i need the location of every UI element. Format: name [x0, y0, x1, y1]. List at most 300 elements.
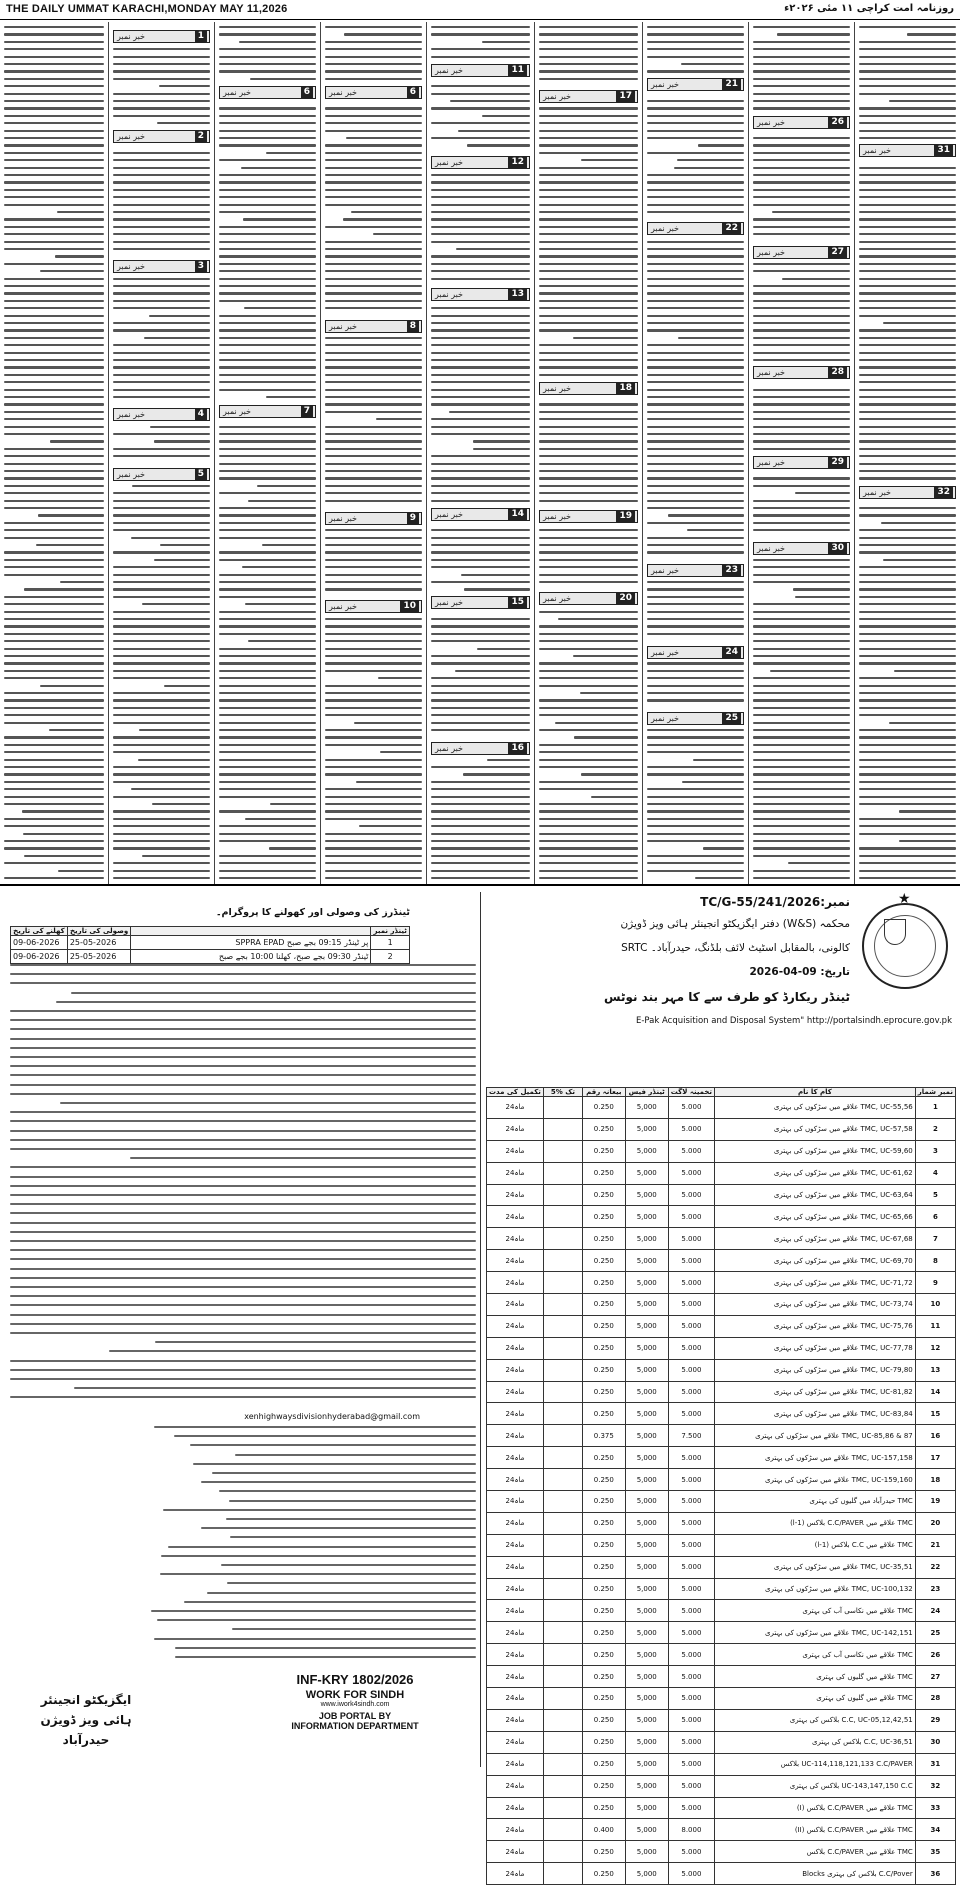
news-label: خبر نمبر [651, 224, 679, 233]
serial-no: 34 [915, 1819, 955, 1841]
text-line [859, 359, 956, 361]
text-line [4, 167, 104, 169]
text-line [753, 603, 850, 605]
completion-period: 24ماہ [487, 1206, 544, 1228]
news-headline [431, 596, 530, 609]
news-label: خبر نمبر [757, 458, 785, 467]
text-line [4, 714, 104, 716]
text-line [113, 640, 210, 642]
text-line [539, 440, 638, 442]
text-line [753, 566, 850, 568]
completion-period: 24ماہ [487, 1600, 544, 1622]
news-headline [647, 78, 744, 91]
text-line [753, 744, 850, 746]
text-line [753, 41, 850, 43]
text-line [793, 588, 850, 590]
serial-no: 18 [915, 1469, 955, 1491]
signature-line-1: ایگزیکٹو انجینئر [40, 1693, 132, 1707]
news-number: 27 [828, 247, 847, 258]
earnest-money: 0.250 [582, 1600, 625, 1622]
text-line [113, 455, 210, 457]
text-line [859, 744, 956, 746]
text-line [539, 285, 638, 287]
tender-fee: 5,000 [625, 1622, 668, 1644]
news-headline [539, 592, 638, 605]
text-line [113, 433, 210, 435]
text-line [325, 692, 422, 694]
text-line [431, 329, 530, 331]
work-name: TMC علاقے میں نکاسی آب کی بہتری [715, 1600, 916, 1622]
completion-period: 24ماہ [487, 1709, 544, 1731]
text-line [859, 255, 956, 257]
text-line [219, 611, 316, 613]
text-line [325, 255, 422, 257]
news-label: خبر نمبر [435, 158, 463, 167]
news-headline [113, 260, 210, 273]
condition-line [155, 1341, 476, 1343]
text-line [753, 411, 850, 413]
text-line [4, 226, 104, 228]
text-line [4, 522, 104, 524]
text-line [4, 670, 104, 672]
text-line [788, 862, 850, 864]
condition-line [201, 1481, 476, 1483]
text-line [325, 803, 422, 805]
text-line [239, 41, 316, 43]
text-line [859, 796, 956, 798]
text-line [245, 818, 316, 820]
text-line [4, 803, 104, 805]
five-percent [543, 1118, 582, 1140]
text-line [113, 825, 210, 827]
text-line [325, 581, 422, 583]
news-column [426, 22, 534, 884]
text-line [325, 470, 422, 472]
text-line [753, 736, 850, 738]
text-line [431, 396, 530, 398]
schedule-no: 2 [371, 950, 410, 964]
text-line [539, 677, 638, 679]
works-row [487, 1688, 956, 1710]
text-line [859, 729, 956, 731]
col-earnest: بیعانہ رقم [582, 1088, 625, 1097]
text-line [431, 263, 530, 265]
text-line [859, 625, 956, 627]
text-line [40, 685, 104, 687]
text-line [325, 189, 422, 191]
text-line [325, 440, 422, 442]
text-line [113, 500, 210, 502]
earnest-money: 0.250 [582, 1666, 625, 1688]
text-line [647, 773, 744, 775]
text-line [219, 729, 316, 731]
text-line [4, 204, 104, 206]
text-line [859, 278, 956, 280]
text-line [753, 292, 850, 294]
news-number: 30 [828, 543, 847, 554]
works-row [487, 1819, 956, 1841]
text-line [431, 93, 530, 95]
text-line [150, 426, 210, 428]
works-row [487, 1753, 956, 1775]
text-line [4, 352, 104, 354]
estimated-cost: 5.000 [668, 1709, 714, 1731]
text-line [859, 677, 956, 679]
news-number: 18 [616, 383, 635, 394]
text-line [431, 211, 530, 213]
text-line [431, 692, 530, 694]
five-percent [543, 1250, 582, 1272]
text-line [753, 507, 850, 509]
col-fee: ٹینڈر فیس [625, 1088, 668, 1097]
serial-no: 16 [915, 1425, 955, 1447]
condition-line [154, 1638, 476, 1640]
text-line [695, 877, 744, 879]
text-line [219, 26, 316, 28]
text-line [753, 766, 850, 768]
work-name: TMC, UC-35,51 علاقے میں سڑکوں کی بہتری [715, 1556, 916, 1578]
text-line [753, 640, 850, 642]
text-line [431, 33, 530, 35]
text-line [753, 825, 850, 827]
text-line [113, 78, 210, 80]
text-line [539, 818, 638, 820]
text-line [883, 322, 956, 324]
text-line [113, 677, 210, 679]
text-line [859, 759, 956, 761]
text-line [753, 144, 850, 146]
text-line [753, 759, 850, 761]
contact-email: xenhighwaysdivisionhyderabad@gmail.com [244, 1412, 420, 1421]
five-percent [543, 1315, 582, 1337]
serial-no: 1 [915, 1097, 955, 1119]
completion-period: 24ماہ [487, 1118, 544, 1140]
text-line [325, 870, 422, 872]
text-line [539, 352, 638, 354]
text-line [219, 877, 316, 879]
earnest-money: 0.250 [582, 1644, 625, 1666]
five-percent [543, 1294, 582, 1316]
text-line [325, 78, 422, 80]
text-line [4, 56, 104, 58]
tender-fee: 5,000 [625, 1337, 668, 1359]
text-line [325, 337, 422, 339]
text-line [219, 559, 316, 561]
text-line [113, 751, 210, 753]
five-percent [543, 1206, 582, 1228]
text-line [753, 403, 850, 405]
condition-line [157, 1619, 476, 1621]
text-line [219, 381, 316, 383]
text-line [753, 440, 850, 442]
works-row [487, 1797, 956, 1819]
five-percent [543, 1578, 582, 1600]
text-line [753, 677, 850, 679]
col-five-percent: 5% تک [543, 1088, 582, 1097]
text-line [157, 122, 210, 124]
text-line [343, 218, 422, 220]
condition-line [10, 1065, 476, 1067]
text-line [539, 455, 638, 457]
condition-line [10, 1332, 476, 1334]
text-line [4, 507, 104, 509]
text-line [242, 566, 316, 568]
work-name: TMC, UC-73,74 علاقے میں سڑکوں کی بہتری [715, 1294, 916, 1316]
text-line [159, 85, 210, 87]
text-line [113, 618, 210, 620]
earnest-money: 0.250 [582, 1118, 625, 1140]
text-line [461, 574, 530, 576]
text-line [23, 833, 104, 835]
news-headline [647, 712, 744, 725]
five-percent [543, 1666, 582, 1688]
text-line [219, 241, 316, 243]
tender-fee: 5,000 [625, 1381, 668, 1403]
tender-fee: 5,000 [625, 1447, 668, 1469]
text-line [859, 337, 956, 339]
text-line [325, 122, 422, 124]
text-line [539, 847, 638, 849]
earnest-money: 0.250 [582, 1162, 625, 1184]
condition-line [10, 1010, 476, 1012]
work-name: TMC, UC-142,151 علاقے میں سڑکوں کی بہتری [715, 1622, 916, 1644]
text-line [431, 181, 530, 183]
condition-line [10, 1231, 476, 1233]
text-line [219, 840, 316, 842]
text-line [539, 810, 638, 812]
text-line [753, 714, 850, 716]
text-line [539, 41, 638, 43]
text-line [138, 759, 210, 761]
text-line [539, 729, 638, 731]
text-line [647, 255, 744, 257]
text-line [219, 144, 316, 146]
text-line [859, 707, 956, 709]
text-line [574, 736, 638, 738]
schedule-col-receive: وصولی کی تاریخ [67, 927, 131, 936]
text-line [325, 810, 422, 812]
text-line [325, 433, 422, 435]
text-line [753, 359, 850, 361]
text-line [859, 463, 956, 465]
text-line [113, 781, 210, 783]
estimated-cost: 5.000 [668, 1753, 714, 1775]
estimated-cost: 5.000 [668, 1381, 714, 1403]
text-line [219, 159, 316, 161]
text-line [144, 337, 210, 339]
estimated-cost: 5.000 [668, 1666, 714, 1688]
text-line [431, 455, 530, 457]
five-percent [543, 1359, 582, 1381]
text-line [219, 130, 316, 132]
text-line [4, 655, 104, 657]
text-line [4, 174, 104, 176]
text-line [4, 618, 104, 620]
text-line [431, 470, 530, 472]
text-line [795, 596, 850, 598]
news-label: خبر نمبر [651, 648, 679, 657]
text-line [753, 26, 850, 28]
text-line [859, 714, 956, 716]
text-line [431, 544, 530, 546]
text-line [859, 529, 956, 531]
news-number: 15 [508, 597, 527, 608]
text-line [647, 411, 744, 413]
works-row [487, 1184, 956, 1206]
text-line [539, 115, 638, 117]
text-line [164, 685, 210, 687]
text-line [219, 211, 316, 213]
text-line [482, 115, 530, 117]
text-line [325, 566, 422, 568]
text-line [539, 611, 638, 613]
earnest-money: 0.250 [582, 1863, 625, 1885]
text-line [753, 189, 850, 191]
text-line [431, 174, 530, 176]
text-line [4, 411, 104, 413]
text-line [647, 26, 744, 28]
schedule-table [10, 926, 410, 964]
text-line [219, 322, 316, 324]
text-line [219, 581, 316, 583]
text-line [219, 344, 316, 346]
text-line [753, 477, 850, 479]
condition-line [56, 1001, 476, 1003]
text-line [219, 270, 316, 272]
tender-fee: 5,000 [625, 1600, 668, 1622]
text-line [647, 537, 744, 539]
text-line [753, 233, 850, 235]
text-line [647, 463, 744, 465]
masthead-urdu-title: روزنامہ امت کراچی ۱۱ مئی ۲۰۲۶ء [784, 3, 954, 14]
text-line [113, 344, 210, 346]
text-line [325, 633, 422, 635]
earnest-money: 0.250 [582, 1731, 625, 1753]
text-line [4, 692, 104, 694]
text-line [431, 810, 530, 812]
completion-period: 24ماہ [487, 1644, 544, 1666]
text-line [431, 352, 530, 354]
serial-no: 32 [915, 1775, 955, 1797]
text-line [539, 463, 638, 465]
works-row [487, 1622, 956, 1644]
text-line [753, 514, 850, 516]
text-line [859, 596, 956, 598]
text-line [753, 662, 850, 664]
epads-line: E-Pak Acquisition and Disposal System" http://portalsindh.eprocure.gov.pk [635, 1016, 952, 1026]
text-line [539, 862, 638, 864]
text-line [248, 640, 316, 642]
text-line [753, 803, 850, 805]
text-line [241, 167, 316, 169]
news-number: 4 [195, 409, 207, 420]
text-line [4, 470, 104, 472]
text-line [113, 115, 210, 117]
text-line [325, 744, 422, 746]
text-line [431, 270, 530, 272]
text-line [753, 788, 850, 790]
text-line [219, 389, 316, 391]
estimated-cost: 5.000 [668, 1469, 714, 1491]
text-line [753, 796, 850, 798]
text-line [219, 759, 316, 761]
text-line [325, 855, 422, 857]
text-line [219, 70, 316, 72]
schedule-detail: ٹینڈر 09:30 بجے صبح، کھلنا 10:00 بجے صبح [131, 950, 371, 964]
completion-period: 24ماہ [487, 1775, 544, 1797]
news-number: 13 [508, 289, 527, 300]
work-name: UC-143,147,150 C.C بلاکس کی بہتری [715, 1775, 916, 1797]
text-line [431, 85, 530, 87]
five-percent [543, 1425, 582, 1447]
text-line [219, 662, 316, 664]
news-headline [431, 64, 530, 77]
text-line [431, 685, 530, 687]
tender-fee: 5,000 [625, 1578, 668, 1600]
five-percent [543, 1272, 582, 1294]
news-headline [431, 742, 530, 755]
work-name: TMC, UC-69,70 علاقے میں سڑکوں کی بہتری [715, 1250, 916, 1272]
text-line [647, 588, 744, 590]
text-line [113, 374, 210, 376]
text-line [539, 26, 638, 28]
news-label: خبر نمبر [329, 602, 357, 611]
text-line [431, 278, 530, 280]
text-line [245, 603, 316, 605]
text-line [113, 492, 210, 494]
work-name: C.C, UC-05,12,42,51 بلاکس کی بہتری [715, 1709, 916, 1731]
text-line [219, 514, 316, 516]
text-line [555, 722, 638, 724]
text-line [539, 633, 638, 635]
completion-period: 24ماہ [487, 1491, 544, 1513]
text-line [859, 470, 956, 472]
estimated-cost: 5.000 [668, 1622, 714, 1644]
text-line [325, 270, 422, 272]
text-line [325, 766, 422, 768]
work-name: C.C, UC-36,51 بلاکس کی بہتری [715, 1731, 916, 1753]
text-line [4, 26, 104, 28]
works-row [487, 1272, 956, 1294]
text-line [4, 196, 104, 198]
text-line [4, 63, 104, 65]
earnest-money: 0.250 [582, 1337, 625, 1359]
five-percent [543, 1731, 582, 1753]
text-line [647, 751, 744, 753]
text-line [4, 559, 104, 561]
text-line [325, 307, 422, 309]
schedule-detail: SPPRA EPAD پر ٹینڈر 09:15 بجے صبح [131, 936, 371, 950]
text-line [647, 204, 744, 206]
works-row [487, 1162, 956, 1184]
condition-line [10, 1038, 476, 1040]
text-line [113, 840, 210, 842]
text-line [859, 537, 956, 539]
text-line [753, 418, 850, 420]
text-line [325, 477, 422, 479]
completion-period: 24ماہ [487, 1622, 544, 1644]
works-row [487, 1709, 956, 1731]
tender-fee: 5,000 [625, 1294, 668, 1316]
text-line [4, 640, 104, 642]
text-line [24, 855, 104, 857]
news-column [108, 22, 214, 884]
text-line [753, 100, 850, 102]
text-line [325, 56, 422, 58]
text-line [647, 248, 744, 250]
text-line [647, 470, 744, 472]
condition-line [71, 992, 476, 994]
